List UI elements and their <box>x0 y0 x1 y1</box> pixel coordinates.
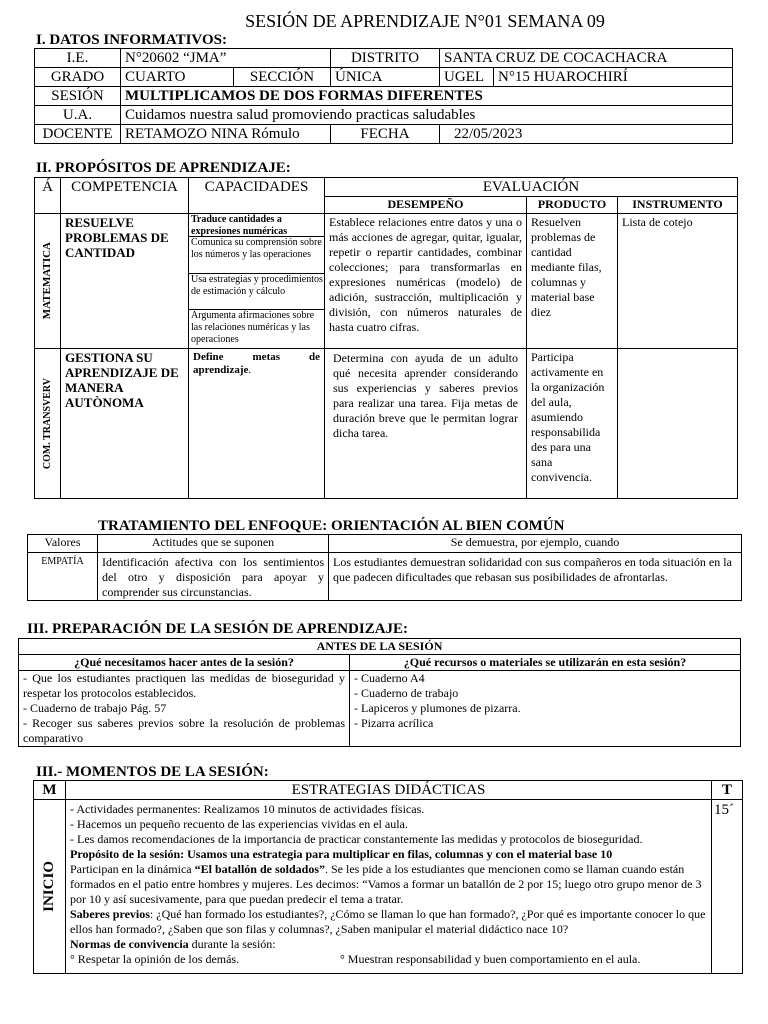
header-demuestra: Se demuestra, por ejemplo, cuando <box>329 535 742 553</box>
producto-1: Resuelven problemas de cantidad mediante filas, columnas y material base diez <box>527 214 618 349</box>
header-evaluacion: EVALUACIÓN <box>325 178 738 197</box>
header-m: M <box>34 781 66 800</box>
session-title: SESIÓN DE APRENDIZAJE N°01 SEMANA 09 <box>245 11 605 31</box>
norma-item: ° Muestran responsabilidad y buen comportamiento en el aula. <box>340 952 641 966</box>
saberes-label: Saberes previos <box>70 907 150 921</box>
dinamica-paragraph <box>70 862 707 907</box>
area-matematica-cell <box>35 214 61 349</box>
momentos-heading: III.- MOMENTOS DE LA SESIÓN: <box>36 764 269 780</box>
list-item: - Lapiceros y plumones de pizarra. <box>354 701 521 715</box>
ugel-label: UGEL <box>440 68 494 87</box>
instrumento-2 <box>618 349 738 499</box>
fecha-value: 22/05/2023 <box>440 125 733 144</box>
distrito-label: DISTRITO <box>331 49 440 68</box>
normas-text: durante la sesión: <box>188 937 276 951</box>
preparacion-heading: III. PREPARACIÓN DE LA SESIÓN DE APRENDIZAJE: <box>27 621 409 637</box>
question-recursos: ¿Qué recursos o materiales se utilizarán en esta sesión? <box>350 655 741 671</box>
capacidad-2 <box>189 349 325 499</box>
saberes-text: : ¿Qué han formado los estudiantes?, ¿Cómo se llaman lo que han formado?, ¿Por qué es importante conocer lo que ellos han formado?, ¿Saben que son filas y columnas?, ¿Saben manipular el material didáctico nace 10? <box>70 907 706 936</box>
activity-line: - Hacemos un pequeño recuento de las experiencias vividas en el aula. <box>70 817 408 831</box>
preparacion-right <box>350 671 741 747</box>
normas-list <box>70 952 707 967</box>
saberes-paragraph <box>70 907 707 937</box>
area-transversal-cell <box>35 349 61 499</box>
capacidad-define-end: . <box>248 364 252 376</box>
list-item: - Que los estudiantes practiquen las medidas de bioseguridad y respetar los protocolos establecidos. <box>23 671 345 700</box>
dinamica-text: . Se les pide a los estudiantes que mencionen como se llaman cuando están formados en el patio entre hombres y mujeres. Les decimos: “Vamos a formar un batallón de 2 por 15; luego otro grupo menor de 3 por 10 y así sucesivamente, para que puedan predecir el tema a tratar. <box>70 862 702 906</box>
activity-line: - Actividades permanentes: Realizamos 10 minutos de actividades físicas. <box>70 802 425 816</box>
grado-value: CUARTO <box>121 68 234 87</box>
capacidad-traduce: Traduce cantidades a expresiones numéricas <box>189 214 324 237</box>
header-area: Á <box>35 178 61 214</box>
instrumento-1: Lista de cotejo <box>618 214 738 349</box>
header-instrumento: INSTRUMENTO <box>618 197 738 214</box>
preparacion-table <box>18 638 741 747</box>
header-desempeno: DESEMPEÑO <box>325 197 527 214</box>
fase-cell <box>34 800 66 974</box>
list-item: - Pizarra acrílica <box>354 716 434 730</box>
fecha-label: FECHA <box>331 125 440 144</box>
header-t: T <box>712 781 743 800</box>
enfoque-heading: TRATAMIENTO DEL ENFOQUE: ORIENTACIÓN AL BIEN COMÚN <box>98 518 565 534</box>
capacidad-usa: Usa estrategias y procedimientos de estimación y cálculo <box>189 274 324 310</box>
competencia-2: GESTIONA SU APRENDIZAJE DE MANERA AUTÒNOMA <box>61 349 189 499</box>
enfoque-table <box>27 534 742 601</box>
desempeno-2: Determina con ayuda de un adulto qué necesita aprender considerando sus experiencias y saberes previos para realizar una tarea. Fija metas de duración breve que le permitan lograr dicha tarea. <box>325 349 527 499</box>
estrategias-inicio <box>66 800 712 974</box>
area-matematica: MATEMATICA <box>41 242 53 320</box>
preparacion-left <box>19 671 350 747</box>
grado-label: GRADO <box>35 68 121 87</box>
dinamica-intro: Participan en la dinámica <box>70 862 195 876</box>
ua-label: U.A. <box>35 106 121 125</box>
header-capacidades: CAPACIDADES <box>189 178 325 214</box>
normas-label: Normas de convivencia <box>70 937 189 951</box>
question-hacer: ¿Qué necesitamos hacer antes de la sesión? <box>19 655 350 671</box>
propositos-table <box>34 177 738 499</box>
actitud-text: Identificación afectiva con los sentimientos del otro y disposición para apoyar y comprender sus circunstancias. <box>98 553 329 601</box>
activity-line: - Les damos recomendaciones de la importancia de practicar constantemente las medidas y protocolos de bioseguridad. <box>70 832 643 846</box>
valor-empatia: EMPATÍA <box>28 553 98 601</box>
docente-value: RETAMOZO NINA Rómulo <box>121 125 331 144</box>
antes-sesion: ANTES DE LA SESIÓN <box>19 639 741 655</box>
norma-item: ° Respetar la opinión de los demás. <box>70 952 240 966</box>
distrito-value: SANTA CRUZ DE COCACHACRA <box>440 49 733 68</box>
seccion-value: ÚNICA <box>331 68 440 87</box>
ie-value: N°20602 “JMA” <box>121 49 331 68</box>
competencia-1: RESUELVE PROBLEMAS DE CANTIDAD <box>61 214 189 349</box>
area-transversal: COM. TRANSVERV <box>41 377 53 470</box>
proposito-sesion: Propósito de la sesión: Usamos una estrategia para multiplicar en filas, columnas y con el material base 10 <box>70 847 613 861</box>
sesion-label: SESIÓN <box>35 87 121 106</box>
ugel-value: N°15 HUAROCHIRÍ <box>494 68 733 87</box>
seccion-label: SECCIÓN <box>234 68 331 87</box>
capacidades-1 <box>189 214 325 349</box>
capacidad-define: Define metas de aprendizaje <box>193 351 320 376</box>
tiempo-inicio: 15´ <box>712 800 743 974</box>
demuestra-text: Los estudiantes demuestran solidaridad con sus compañeros en toda situación en la que padecen dificultades que rebasan sus posibilidades de afrontarlas. <box>329 553 742 601</box>
docente-label: DOCENTE <box>35 125 121 144</box>
list-item: - Cuaderno A4 <box>354 671 425 685</box>
header-actitudes: Actitudes que se suponen <box>98 535 329 553</box>
capacidad-comunica: Comunica su comprensión sobre los números y las operaciones <box>189 237 324 274</box>
list-item: - Cuaderno de trabajo Pág. 57 <box>23 701 167 715</box>
list-item: - Recoger sus saberes previos sobre la resolución de problemas comparativo <box>23 716 345 745</box>
producto-2: Participa activamente en la organización del aula, asumiendo responsabilida des para una sana convivencia. <box>527 349 618 499</box>
sesion-value: MULTIPLICAMOS DE DOS FORMAS DIFERENTES <box>121 87 733 106</box>
ie-label: I.E. <box>35 49 121 68</box>
dinamica-name: “El batallón de soldados” <box>194 862 325 876</box>
header-producto: PRODUCTO <box>527 197 618 214</box>
list-item: - Cuaderno de trabajo <box>354 686 459 700</box>
header-valores: Valores <box>28 535 98 553</box>
header-competencia: COMPETENCIA <box>61 178 189 214</box>
ua-value: Cuidamos nuestra salud promoviendo practicas saludables <box>121 106 733 125</box>
desempeno-1: Establece relaciones entre datos y una o más acciones de agregar, quitar, igualar, repetir o repartir cantidades, combinar colecciones; para transformarlas en expresiones numéricas (modelo) de adición, sustracción, multiplicación y división, con números naturales de hasta cuatro cifras. <box>325 214 527 349</box>
datos-table <box>34 48 733 144</box>
capacidad-argumenta: Argumenta afirmaciones sobre las relaciones numéricas y las operaciones <box>191 310 315 345</box>
momentos-table <box>33 780 743 974</box>
header-estrategias: ESTRATEGIAS DIDÁCTICAS <box>66 781 712 800</box>
propositos-heading: II. PROPÓSITOS DE APRENDIZAJE: <box>36 160 291 176</box>
normas-paragraph <box>70 937 707 952</box>
datos-heading: I. DATOS INFORMATIVOS: <box>36 32 227 48</box>
fase-inicio: INICIO <box>41 861 57 912</box>
